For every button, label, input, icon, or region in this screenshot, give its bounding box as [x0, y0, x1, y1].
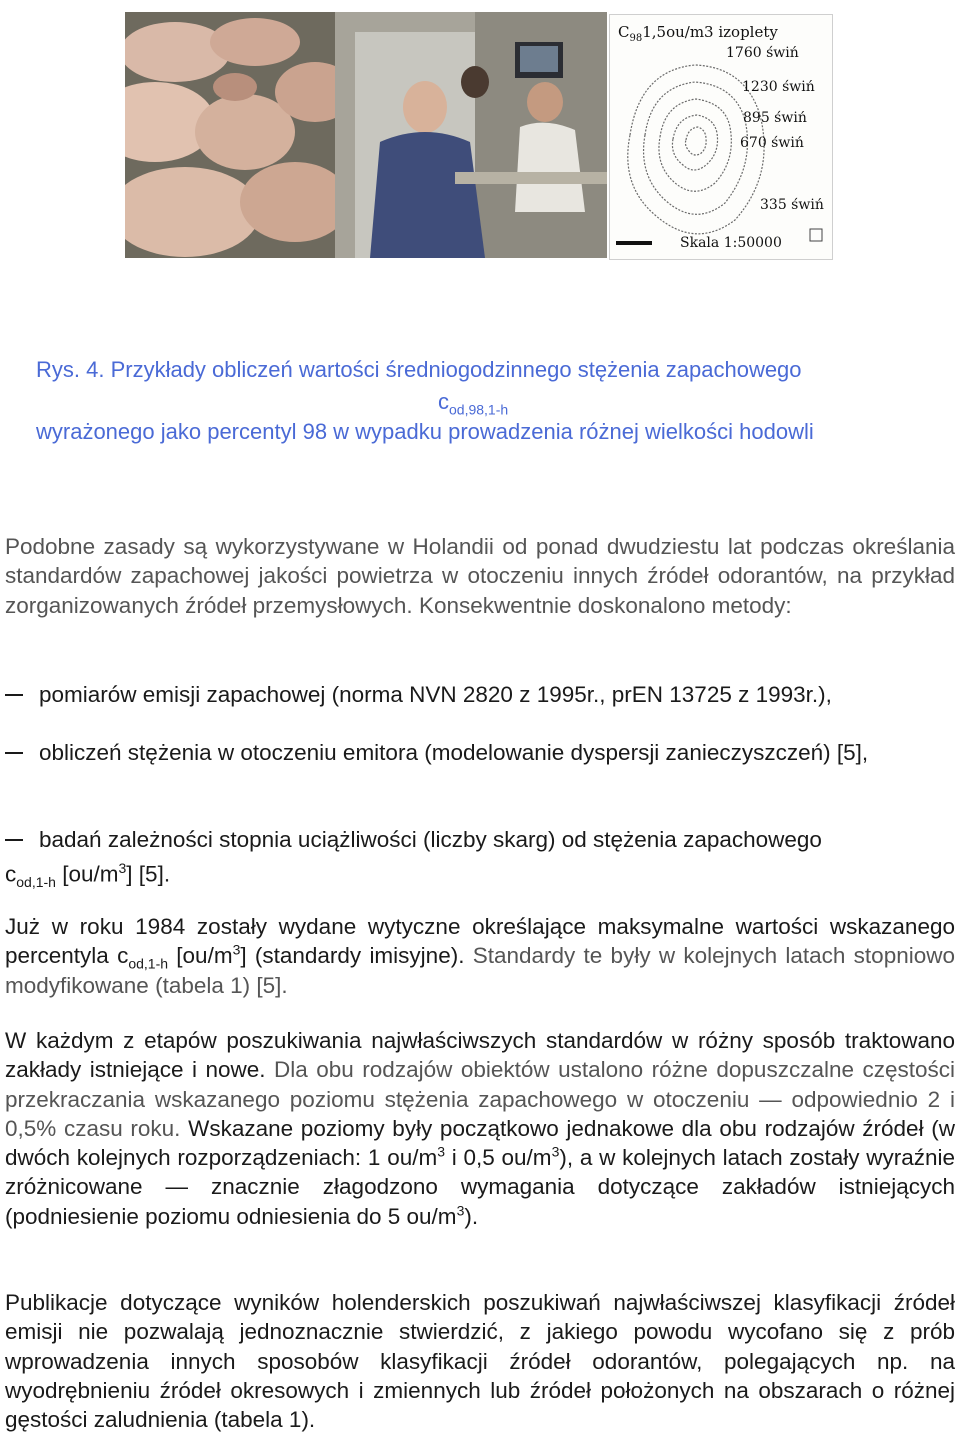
- dash-marker: [5, 839, 23, 841]
- figure-caption-line1: Rys. 4. Przykłady obliczeń wartości średniogodzinnego stężenia zapachowego: [36, 357, 802, 382]
- isoline-label: 895 świń: [743, 110, 807, 126]
- dash-marker: [5, 694, 23, 696]
- paragraph-4: Publikacje dotyczące wyników holenderskich poszukiwań najwłaściwszej klasyfikacji źródeł emisji nie pozwalają jednoznacznie stwierdzić, z jakiego powodu wycofano się z prób wprowadzenia innych sposobów klasyfikacji źródeł odorantów, polegających np. na wyodrębnieniu źródeł okresowych i zmiennych lub źródeł położonych na obszarach o różnej gęstości zaludnienia (tabela 1).: [5, 1290, 955, 1433]
- paragraph-1: Podobne zasady są wykorzystywane w Holandii od ponad dwudziestu lat podczas określania standardów zapachowej jakości powietrza w otoczeniu innych źródeł odorantów, na przykład zorganizowanych źródeł przemysłowych. Konsekwentnie doskonalono metody:: [5, 534, 955, 618]
- isoline-label: 335 świń: [760, 197, 824, 213]
- figure: [125, 12, 832, 258]
- list-item: obliczeń stężenia w otoczeniu emitora (modelowanie dyspersji zanieczyszczeń) [5],: [5, 738, 955, 767]
- paragraph-2: Już w roku 1984 zostały wydane wytyczne określające maksymalne wartości wskazanego percentyla $c_{od,1-h}$ $[ou/m^3]$ (standardy imisyjne). Standardy te były w kolejnych latach stopniowo modyfikowane (tabela 1) [5].: [5, 914, 955, 998]
- figure-caption-symbol: $c_{od,98,1-h}$: [438, 389, 509, 418]
- dash-marker: [5, 752, 23, 754]
- list-item: [5, 825, 955, 898]
- isoline-label: 1760 świń: [726, 45, 799, 61]
- isoline-label: 1230 świń: [742, 79, 815, 95]
- photo-pigs-and-office: [125, 12, 607, 258]
- list-item: pomiarów emisji zapachowej (norma NVN 2820 z 1995r., prEN 13725 z 1993r.),: [5, 680, 955, 709]
- bullet-3-text: badań zależności stopnia uciążliwości (liczby skarg) od stężenia zapachowego: [39, 827, 822, 852]
- map-scale: Skala 1:50000: [680, 235, 782, 251]
- isoline-label: 670 świń: [740, 135, 804, 151]
- map-title: $C_{98}1,5ou/m3$ izoplety: [618, 23, 778, 44]
- isopleth-map: [609, 14, 833, 260]
- figure-caption-line2: wyrażonego jako percentyl 98 w wypadku prowadzenia różnej wielkości hodowli: [36, 419, 814, 444]
- bullet-3-formula: $c_{od,1-h}$ $[ou/m^3]$ [5].: [5, 860, 171, 891]
- paragraph-3: W każdym z etapów poszukiwania najwłaściwszych standardów w różny sposób traktowano zakłady istniejące i nowe. Dla obu rodzajów obiektów ustalono różne dopuszczalne częstości przekraczania wskazanego poziomu stężenia zapachowego w otoczeniu — odpowiednio 2 i 0,5% czasu roku. Wskazane poziomy były początkowo jednakowe dla obu rodzajów źródeł (w dwóch kolejnych rozporządzeniach: 1 $ou/m^3$ i 0,5 $ou/m^3$), a w kolejnych latach zostały wyraźnie zróżnicowane — znacznie złagodzono wymagania dotyczące zakładów istniejących (podniesienie poziomu odniesienia do 5 $ou/m^3$).: [5, 1028, 955, 1229]
